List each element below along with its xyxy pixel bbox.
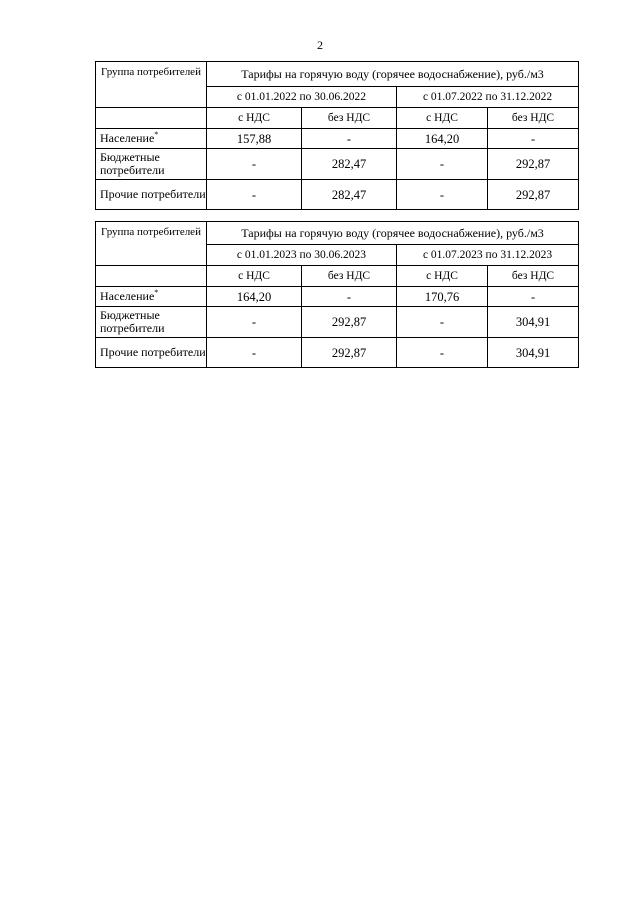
tariff-table-2022 [95,61,579,210]
row-label: Население* [96,129,207,149]
period-header: с 01.07.2022 по 31.12.2022 [397,87,579,108]
vat-header: с НДС [397,266,488,287]
row-label: Прочие потребители [96,338,207,368]
table-row [96,149,579,180]
vat-header: без НДС [488,266,579,287]
value-cell: 292,87 [302,338,397,368]
row-label: Бюджетные потребители [96,307,207,338]
value-cell: 164,20 [397,129,488,149]
value-cell: 304,91 [488,338,579,368]
table-row [96,307,579,338]
vat-header: с НДС [207,108,302,129]
row-label: Прочие потребители [96,180,207,210]
vat-header: с НДС [207,266,302,287]
table-row [96,180,579,210]
value-cell: - [302,287,397,307]
group-header: Группа потребителей [96,222,207,266]
value-cell: - [488,129,579,149]
period-header: с 01.01.2022 по 30.06.2022 [207,87,397,108]
value-cell: - [397,180,488,210]
value-cell: - [397,149,488,180]
table-row [96,287,579,307]
vat-header: с НДС [397,108,488,129]
value-cell: 282,47 [302,180,397,210]
period-header: с 01.07.2023 по 31.12.2023 [397,245,579,266]
value-cell: 170,76 [397,287,488,307]
vat-header: без НДС [488,108,579,129]
page-number: 2 [317,38,323,52]
value-cell: 164,20 [207,287,302,307]
row-label: Население* [96,287,207,307]
footnote-mark: * [154,130,159,139]
row-label: Бюджетные потребители [96,149,207,180]
value-cell: 157,88 [207,129,302,149]
value-cell: 292,87 [488,180,579,210]
value-cell: - [207,307,302,338]
group-header: Группа потребителей [96,62,207,108]
value-cell: 292,87 [302,307,397,338]
vat-header: без НДС [302,108,397,129]
value-cell: - [207,149,302,180]
value-cell: - [488,287,579,307]
empty-cell [96,108,207,129]
vat-header: без НДС [302,266,397,287]
value-cell: 282,47 [302,149,397,180]
footnote-mark: * [154,288,159,297]
table-title: Тарифы на горячую воду (горячее водоснабжение), руб./м3 [207,222,579,245]
value-cell: - [207,180,302,210]
value-cell: 304,91 [488,307,579,338]
table-title: Тарифы на горячую воду (горячее водоснабжение), руб./м3 [207,62,579,87]
table-row [96,338,579,368]
tariff-table-2023 [95,221,579,368]
table-row [96,129,579,149]
value-cell: - [397,307,488,338]
value-cell: - [207,338,302,368]
period-header: с 01.01.2023 по 30.06.2023 [207,245,397,266]
value-cell: - [302,129,397,149]
empty-cell [96,266,207,287]
value-cell: - [397,338,488,368]
value-cell: 292,87 [488,149,579,180]
